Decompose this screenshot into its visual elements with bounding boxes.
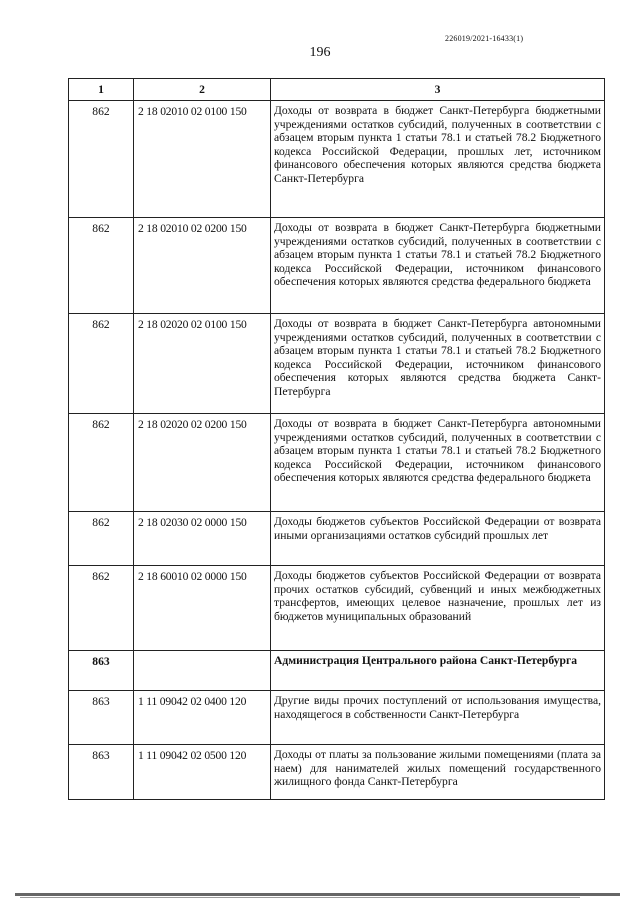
table-row: [69, 566, 605, 651]
table-row: [69, 101, 605, 218]
table-row: [69, 691, 605, 745]
table-row-section-header: [69, 651, 605, 691]
description-cell: Доходы бюджетов субъектов Российской Федерации от возврата иными организациями остатков субсидий прошлых лет: [271, 512, 605, 566]
column-header-1: 1: [69, 79, 134, 101]
description-cell: Доходы от возврата в бюджет Санкт-Петербурга бюджетными учреждениями остатков субсидий, полученных в соответствии с абзацем вторым пункта 1 статьи 78.1 и статьей 78.2 Бюджетного кодекса Российской Федерации, источником финансового обеспечения которых являются средства федерального бюджета: [271, 218, 605, 314]
admin-code-cell: 862: [69, 512, 134, 566]
document-id: 226019/2021-16433(1): [445, 34, 524, 43]
admin-code-cell: 862: [69, 566, 134, 651]
table-row: [69, 414, 605, 512]
table-row: [69, 745, 605, 800]
admin-code-cell: 862: [69, 414, 134, 512]
budget-code-cell: 2 18 02020 02 0200 150: [134, 414, 271, 512]
table-header-row: [69, 79, 605, 101]
budget-code-cell: 2 18 02020 02 0100 150: [134, 314, 271, 414]
description-cell: Доходы бюджетов субъектов Российской Федерации от возврата прочих остатков субсидий, субвенций и иных межбюджетных трансфертов, имеющих целевое назначение, прошлых лет из бюджетов муниципальных образований: [271, 566, 605, 651]
admin-code-cell: 862: [69, 314, 134, 414]
admin-code-cell: 863: [69, 745, 134, 800]
admin-code-cell: 863: [69, 651, 134, 691]
budget-code-cell: 2 18 02010 02 0200 150: [134, 218, 271, 314]
scan-artifact-line: [20, 897, 580, 898]
budget-code-cell: 2 18 02010 02 0100 150: [134, 101, 271, 218]
budget-code-cell: 2 18 02030 02 0000 150: [134, 512, 271, 566]
column-header-3: 3: [271, 79, 605, 101]
admin-code-cell: 862: [69, 101, 134, 218]
scan-artifact-line: [15, 893, 620, 896]
budget-code-cell: 1 11 09042 02 0500 120: [134, 745, 271, 800]
table-row: [69, 314, 605, 414]
admin-code-cell: 863: [69, 691, 134, 745]
description-cell: Доходы от платы за пользование жилыми помещениями (плата за наем) для нанимателей жилых помещений государственного жилищного фонда Санкт-Петербурга: [271, 745, 605, 800]
admin-code-cell: 862: [69, 218, 134, 314]
column-header-2: 2: [134, 79, 271, 101]
description-cell: Доходы от возврата в бюджет Санкт-Петербурга автономными учреждениями остатков субсидий, полученных в соответствии с абзацем вторым пункта 1 статьи 78.1 и статьей 78.2 Бюджетного кодекса Российской Федерации, источником финансового обеспечения которых являются средства бюджета Санкт-Петербурга: [271, 314, 605, 414]
budget-code-cell: 2 18 60010 02 0000 150: [134, 566, 271, 651]
description-cell: Другие виды прочих поступлений от использования имущества, находящегося в собственности Санкт-Петербурга: [271, 691, 605, 745]
description-cell: Доходы от возврата в бюджет Санкт-Петербурга бюджетными учреждениями остатков субсидий, полученных в соответствии с абзацем вторым пункта 1 статьи 78.1 и статьей 78.2 Бюджетного кодекса Российской Федерации, прошлых лет, источником финансового обеспечения которых являются средства бюджета Санкт-Петербурга: [271, 101, 605, 218]
page-number: 196: [309, 45, 331, 60]
revenue-codes-table: [68, 78, 605, 800]
budget-code-cell: 1 11 09042 02 0400 120: [134, 691, 271, 745]
table-row: [69, 218, 605, 314]
table-row: [69, 512, 605, 566]
budget-code-cell: [134, 651, 271, 691]
administrator-name-cell: Администрация Центрального района Санкт-Петербурга: [271, 651, 605, 691]
description-cell: Доходы от возврата в бюджет Санкт-Петербурга автономными учреждениями остатков субсидий, полученных в соответствии с абзацем вторым пункта 1 статьи 78.1 и статьей 78.2 Бюджетного кодекса Российской Федерации, источником финансового обеспечения которых являются средства федерального бюджета: [271, 414, 605, 512]
